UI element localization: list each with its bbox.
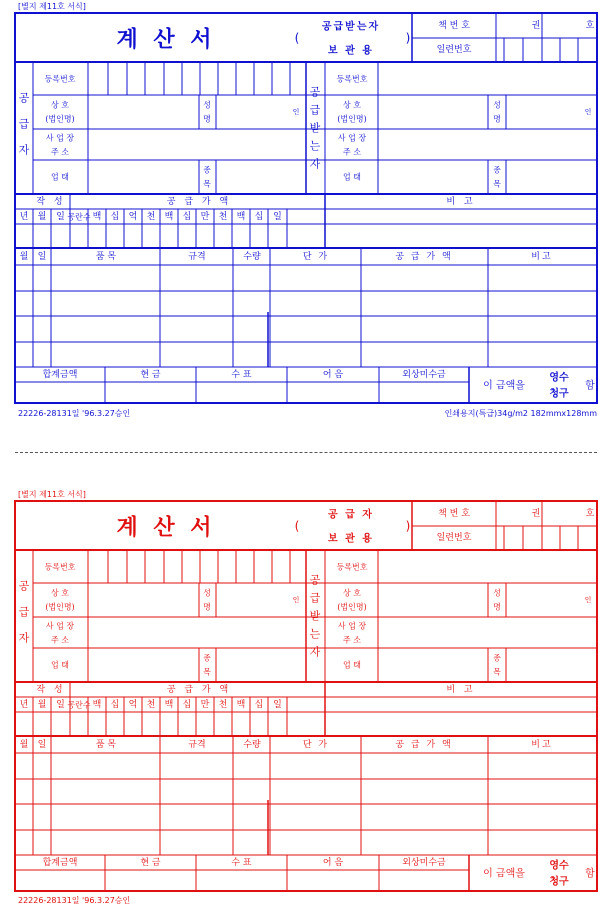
totals-column-header: 합계금액 — [42, 858, 78, 868]
item-label: 목 — [203, 667, 211, 677]
items-column-header: 비고 — [531, 740, 553, 750]
volume-label: 권 — [531, 509, 541, 519]
footer-paper: 인쇄용지(특급)34g/m2 182mmx128mm — [444, 409, 597, 418]
buyer-rep-label: 명 — [493, 114, 501, 124]
totals-column-header: 어 음 — [322, 370, 344, 380]
rep-name-label: 성 — [203, 100, 211, 110]
written-date-label: 작 성 — [36, 685, 66, 695]
amount-column-header: 십 — [254, 212, 264, 222]
amount-column-header: 일 — [56, 700, 65, 710]
amount-column-header: 백 — [164, 212, 174, 222]
invoice-table — [14, 500, 598, 892]
items-column-header: 비고 — [531, 252, 553, 262]
supplier-copy-form — [14, 500, 598, 892]
corporate-name-label: (법인명) — [45, 114, 75, 124]
footer-approval-2: 22226-28131일 '96.3.27승인 — [18, 896, 131, 905]
items-column-header: 단 가 — [302, 740, 330, 750]
totals-column-header: 외상미수금 — [402, 370, 446, 380]
serial-number-label: 일련번호 — [436, 533, 472, 543]
buyer-item-label: 종 — [493, 653, 501, 663]
buyer-address-label: 주 소 — [343, 635, 361, 645]
copy-role-top: 공급받는자 — [321, 21, 381, 33]
amount-column-header: 년 — [19, 212, 29, 222]
totals-column-header: 현 금 — [140, 858, 161, 868]
buyer-vertical-label: 공 — [309, 573, 321, 587]
items-column-header: 공 급 가 액 — [395, 252, 453, 262]
buyer-vertical-label: 는 — [309, 627, 321, 641]
form-title: 계 산 서 — [116, 515, 216, 541]
items-column-header: 수량 — [243, 740, 261, 750]
copy-role-bottom: 보 관 용 — [328, 45, 374, 57]
buyer-corporate-label: (법인명) — [337, 602, 367, 612]
buyer-copy-form — [14, 12, 598, 404]
receipt-word: 영수 — [549, 860, 569, 872]
amount-column-header: 억 — [128, 212, 138, 222]
amount-column-header: 년 — [19, 700, 29, 710]
buyer-item-label: 목 — [493, 667, 501, 677]
paren-right: ) — [405, 519, 411, 533]
item-label: 종 — [203, 653, 211, 663]
amount-column-header: 백 — [236, 700, 246, 710]
corporate-name-label: (법인명) — [45, 602, 75, 612]
totals-column-header: 어 음 — [322, 858, 344, 868]
amount-column-header: 십 — [182, 212, 192, 222]
amount-column-header: 천 — [146, 212, 156, 222]
seal-mark: 인 — [292, 596, 300, 604]
supplier-vertical-label: 자 — [18, 143, 30, 157]
buyer-vertical-label: 급 — [309, 103, 321, 117]
items-column-header: 규격 — [188, 740, 206, 750]
amount-column-header: 월 — [37, 700, 47, 710]
items-column-header: 품 목 — [95, 252, 117, 262]
buyer-corporate-label: (법인명) — [337, 114, 367, 124]
amount-column-header: 일 — [273, 700, 282, 710]
paren-left: ( — [294, 519, 300, 533]
buyer-vertical-label: 는 — [309, 139, 321, 153]
buyer-rep-label: 성 — [493, 588, 501, 598]
book-number-label: 책 번 호 — [438, 21, 470, 31]
written-date-label: 작 성 — [36, 197, 66, 207]
claim-text: 이 금액을 — [483, 868, 525, 880]
totals-column-header: 수 표 — [231, 858, 252, 868]
footer-approval: 22226-28131일 '96.3.27승인 — [18, 409, 131, 418]
item-label: 종 — [203, 165, 211, 175]
buyer-vertical-label: 공 — [309, 85, 321, 99]
receipt-word: 영수 — [549, 372, 569, 384]
items-column-header: 규격 — [188, 252, 206, 262]
form-title: 계 산 서 — [116, 27, 216, 53]
totals-column-header: 합계금액 — [42, 370, 78, 380]
invoice-table — [14, 12, 598, 404]
amount-column-header: 천 — [218, 700, 228, 710]
claim-text: 이 금액을 — [483, 380, 525, 392]
buyer-item-label: 목 — [493, 179, 501, 189]
address-label: 주 소 — [51, 147, 69, 157]
buyer-vertical-label: 자 — [309, 157, 321, 171]
cut-line — [15, 452, 597, 453]
rep-name-label: 성 — [203, 588, 211, 598]
items-column-header: 단 가 — [302, 252, 330, 262]
items-column-header: 일 — [37, 252, 47, 262]
amount-column-header: 십 — [110, 700, 120, 710]
buyer-vertical-label: 받 — [309, 121, 321, 135]
buyer-business-type-label: 업 태 — [343, 172, 361, 182]
supplier-vertical-label: 급 — [18, 117, 30, 131]
buyer-item-label: 종 — [493, 165, 501, 175]
amount-column-header: 백 — [236, 212, 246, 222]
amount-column-header: 일 — [56, 212, 65, 222]
buyer-seal-mark: 인 — [584, 108, 592, 116]
ho-label: 호 — [585, 21, 595, 31]
amount-column-header: 만 — [200, 212, 210, 222]
remarks-label: 비 고 — [446, 685, 476, 695]
supplier-vertical-label: 자 — [18, 631, 30, 645]
buyer-company-label: 상 호 — [343, 100, 361, 110]
items-column-header: 품 목 — [95, 740, 117, 750]
amount-column-header: 백 — [92, 212, 102, 222]
form-number-tag-2: [별지 제11호 서식] — [18, 490, 86, 499]
buyer-company-label: 상 호 — [343, 588, 361, 598]
seal-mark: 인 — [292, 108, 300, 116]
rep-name-label: 명 — [203, 602, 211, 612]
supply-amount-label: 공 급 가 액 — [166, 197, 232, 207]
address-label: 주 소 — [51, 635, 69, 645]
buyer-vertical-label: 자 — [309, 645, 321, 659]
amount-column-header: 일 — [273, 212, 282, 222]
amount-column-header: 만 — [200, 700, 210, 710]
copy-role-top: 공 급 자 — [328, 509, 374, 521]
suffix-word: 함 — [585, 380, 595, 392]
items-column-header: 공 급 가 액 — [395, 740, 453, 750]
supplier-vertical-label: 급 — [18, 605, 30, 619]
amount-column-header: 월 — [37, 212, 47, 222]
items-column-header: 수량 — [243, 252, 261, 262]
buyer-address-label: 주 소 — [343, 147, 361, 157]
amount-column-header: 십 — [182, 700, 192, 710]
buyer-vertical-label: 받 — [309, 609, 321, 623]
copy-role-bottom: 보 관 용 — [328, 533, 374, 545]
company-name-label: 상 호 — [51, 100, 69, 110]
address-label: 사 업 장 — [45, 621, 75, 631]
serial-number-label: 일련번호 — [436, 45, 472, 55]
items-column-header: 월 — [19, 740, 29, 750]
ho-label: 호 — [585, 509, 595, 519]
items-column-header: 월 — [19, 252, 29, 262]
buyer-rep-label: 성 — [493, 100, 501, 110]
item-label: 목 — [203, 179, 211, 189]
buyer-reg-no-label: 등록번호 — [336, 74, 368, 84]
amount-column-header: 공란수 — [67, 700, 91, 710]
buyer-address-label: 사 업 장 — [337, 621, 367, 631]
buyer-vertical-label: 급 — [309, 591, 321, 605]
amount-column-header: 억 — [128, 700, 138, 710]
suffix-word: 함 — [585, 868, 595, 880]
totals-column-header: 현 금 — [140, 370, 161, 380]
items-column-header: 일 — [37, 740, 47, 750]
buyer-address-label: 사 업 장 — [337, 133, 367, 143]
rep-name-label: 명 — [203, 114, 211, 124]
buyer-rep-label: 명 — [493, 602, 501, 612]
reg-no-label: 등록번호 — [44, 562, 76, 572]
paren-left: ( — [294, 31, 300, 45]
totals-column-header: 수 표 — [231, 370, 252, 380]
amount-column-header: 십 — [254, 700, 264, 710]
buyer-seal-mark: 인 — [584, 596, 592, 604]
amount-column-header: 백 — [164, 700, 174, 710]
volume-label: 권 — [531, 21, 541, 31]
totals-column-header: 외상미수금 — [402, 858, 446, 868]
book-number-label: 책 번 호 — [438, 509, 470, 519]
paren-right: ) — [405, 31, 411, 45]
supply-amount-label: 공 급 가 액 — [166, 685, 232, 695]
amount-column-header: 천 — [218, 212, 228, 222]
company-name-label: 상 호 — [51, 588, 69, 598]
buyer-reg-no-label: 등록번호 — [336, 562, 368, 572]
claim-word: 청구 — [549, 388, 569, 400]
reg-no-label: 등록번호 — [44, 74, 76, 84]
address-label: 사 업 장 — [45, 133, 75, 143]
amount-column-header: 십 — [110, 212, 120, 222]
claim-word: 청구 — [549, 876, 569, 888]
buyer-business-type-label: 업 태 — [343, 660, 361, 670]
supplier-vertical-label: 공 — [18, 579, 30, 593]
amount-column-header: 백 — [92, 700, 102, 710]
business-type-label: 업 태 — [51, 660, 69, 670]
supplier-vertical-label: 공 — [18, 91, 30, 105]
form-number-tag: [별지 제11호 서식] — [18, 2, 86, 11]
remarks-label: 비 고 — [446, 197, 476, 207]
amount-column-header: 공란수 — [67, 212, 91, 222]
amount-column-header: 천 — [146, 700, 156, 710]
business-type-label: 업 태 — [51, 172, 69, 182]
